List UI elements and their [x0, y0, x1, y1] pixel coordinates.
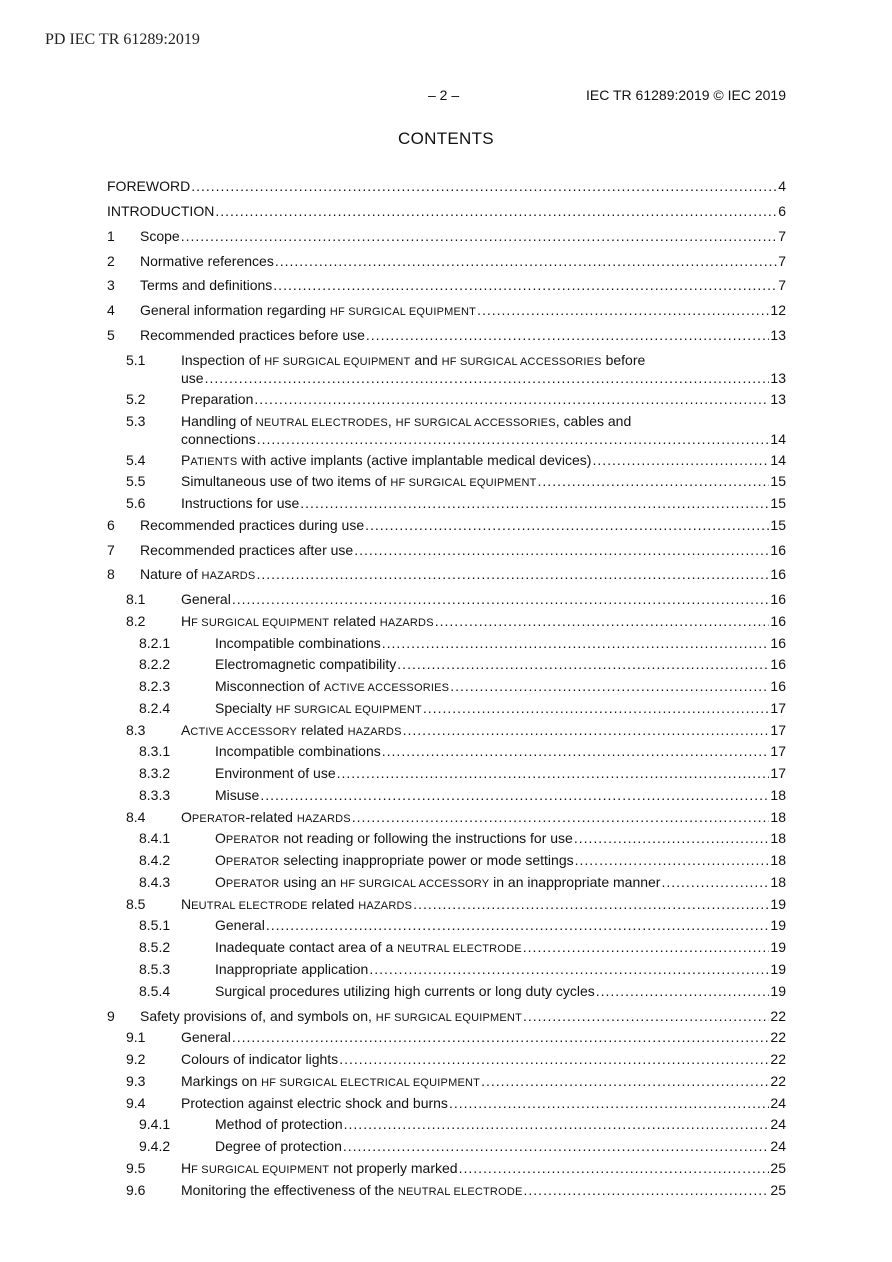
toc-entry-page: 18: [770, 874, 786, 890]
dot-leader: [191, 178, 777, 194]
toc-entry-title: HF SURGICAL EQUIPMENT related HAZARDS: [181, 613, 434, 629]
dot-leader: [232, 591, 770, 607]
dot-leader: [423, 700, 770, 716]
dot-leader: [538, 473, 770, 489]
toc-entry-page: 7: [778, 228, 786, 244]
dot-leader: [232, 1029, 770, 1045]
toc-entry-page: 17: [770, 722, 786, 738]
toc-entry-page: 19: [770, 983, 786, 999]
toc-entry-number: 8.2.1: [139, 635, 171, 651]
toc-entry-page: 17: [770, 700, 786, 716]
dot-leader: [300, 495, 769, 511]
toc-entry-number: 5.2: [126, 391, 146, 407]
toc-entry-page: 14: [770, 452, 786, 468]
toc-entry-title: HF SURGICAL EQUIPMENT not properly marked: [181, 1160, 458, 1176]
toc-entry-page: 18: [770, 787, 786, 803]
toc-entry-title: Misuse: [215, 787, 260, 803]
toc-entry-page: 22: [770, 1051, 786, 1067]
toc-entry-number: 9.6: [126, 1182, 146, 1198]
toc-entry-page: 18: [770, 852, 786, 868]
dot-leader: [181, 228, 778, 244]
toc-entry-number: 8.4: [126, 809, 146, 825]
dot-leader: [254, 391, 769, 407]
toc-entry-title: Monitoring the effectiveness of the NEUTRAL ELECTRODE: [181, 1182, 523, 1198]
toc-entry-number: 9.3: [126, 1073, 146, 1089]
toc-entry-number: 8.2.4: [139, 700, 171, 716]
standard-header: IEC TR 61289:2019 © IEC 2019: [586, 87, 786, 103]
toc-entry-number: 8.4.2: [139, 852, 171, 868]
dot-leader: [382, 635, 770, 651]
toc-entry-page: 17: [770, 743, 786, 759]
dot-leader: [575, 852, 770, 868]
toc-entry-title-continuation: use: [181, 370, 204, 386]
toc-entry-number: 9.4: [126, 1095, 146, 1111]
dot-leader: [596, 983, 770, 999]
toc-entry-number: 9.1: [126, 1029, 146, 1045]
toc-entry-title: Surgical procedures utilizing high currents or long duty cycles: [215, 983, 595, 999]
page-number: – 2 –: [428, 87, 460, 103]
dot-leader: [413, 896, 769, 912]
toc-entry-title: OPERATOR using an HF SURGICAL ACCESSORY in an inappropriate manner: [215, 874, 661, 890]
toc-entry-number: 8.5.4: [139, 983, 171, 999]
toc-entry-page: 14: [770, 431, 786, 447]
dot-leader: [369, 961, 769, 977]
toc-entry-title: Inspection of HF SURGICAL EQUIPMENT and HF SURGICAL ACCESSORIES before: [181, 352, 646, 368]
toc-entry-title: Terms and definitions: [140, 277, 273, 293]
toc-entry-number: 5.4: [126, 452, 146, 468]
toc-entry-title: Nature of HAZARDS: [140, 566, 256, 582]
dot-leader: [435, 613, 770, 629]
toc-entry-title: General information regarding HF SURGICAL EQUIPMENT: [140, 302, 477, 318]
toc-entry-page: 18: [770, 809, 786, 825]
toc-entry-title: Recommended practices during use: [140, 517, 365, 533]
dot-leader: [449, 1095, 769, 1111]
dot-leader: [339, 1051, 769, 1067]
toc-entry-page: 13: [770, 327, 786, 343]
toc-entry-title: OPERATOR selecting inappropriate power or mode settings: [215, 852, 574, 868]
toc-entry-title: Inadequate contact area of a NEUTRAL ELECTRODE: [215, 939, 522, 955]
dot-leader: [260, 787, 769, 803]
toc-entry-title: Misconnection of ACTIVE ACCESSORIES: [215, 678, 450, 694]
toc-entry-number: 8.4.1: [139, 830, 171, 846]
toc-entry-number: 8.1: [126, 591, 146, 607]
dot-leader: [450, 678, 769, 694]
toc-entry-title: Instructions for use: [181, 495, 300, 511]
toc-entry-number: 9.5: [126, 1160, 146, 1176]
toc-entry-page: 25: [770, 1182, 786, 1198]
toc-entry-title: Preparation: [181, 391, 254, 407]
toc-entry-page: 19: [770, 896, 786, 912]
dot-leader: [523, 939, 770, 955]
dot-leader: [344, 1116, 770, 1132]
toc-entry-title: Safety provisions of, and symbols on, HF SURGICAL EQUIPMENT: [140, 1008, 522, 1024]
dot-leader: [337, 765, 770, 781]
toc-entry-number: 8.5.1: [139, 917, 171, 933]
dot-leader: [352, 809, 770, 825]
toc-entry-title: Normative references: [140, 253, 274, 269]
dot-leader: [275, 253, 777, 269]
toc-entry-number: 6: [107, 517, 115, 533]
toc-entry-number: 9.4.1: [139, 1116, 171, 1132]
toc-entry-number: 1: [107, 228, 115, 244]
dot-leader: [592, 452, 769, 468]
dot-leader: [273, 277, 777, 293]
toc-entry-page: 16: [770, 635, 786, 651]
toc-entry-page: 7: [778, 277, 786, 293]
toc-entry-page: 13: [770, 391, 786, 407]
toc-entry-number: 9: [107, 1008, 115, 1024]
toc-entry-number: 8.2.3: [139, 678, 171, 694]
dot-leader: [661, 874, 769, 890]
dot-leader: [524, 1182, 770, 1198]
toc-entry-title: General: [181, 591, 231, 607]
dot-leader: [403, 722, 770, 738]
dot-leader: [266, 917, 770, 933]
toc-entry-page: 7: [778, 253, 786, 269]
toc-entry-page: 16: [770, 591, 786, 607]
toc-entry-page: 6: [778, 203, 786, 219]
dot-leader: [397, 656, 769, 672]
toc-entry-number: 8.5.3: [139, 961, 171, 977]
toc-entry-number: 8.2.2: [139, 656, 171, 672]
toc-entry-title: Recommended practices after use: [140, 542, 354, 558]
toc-entry-title: Environment of use: [215, 765, 336, 781]
toc-entry-number: 8.3.2: [139, 765, 171, 781]
toc-entry-number: 3: [107, 277, 115, 293]
toc-entry-number: 8.4.3: [139, 874, 171, 890]
toc-entry-page: 16: [770, 566, 786, 582]
toc-entry-title: Scope: [140, 228, 180, 244]
dot-leader: [382, 743, 770, 759]
dot-leader: [215, 203, 777, 219]
toc-entry-page: 19: [770, 939, 786, 955]
toc-entry-page: 16: [770, 613, 786, 629]
page-title: CONTENTS: [398, 129, 494, 148]
toc-entry-title: General: [181, 1029, 231, 1045]
toc-entry-page: 16: [770, 656, 786, 672]
toc-entry-title: OPERATOR-related HAZARDS: [181, 809, 351, 825]
dot-leader: [205, 370, 770, 386]
dot-leader: [459, 1160, 770, 1176]
toc-entry-title: ACTIVE ACCESSORY related HAZARDS: [181, 722, 402, 738]
dot-leader: [256, 566, 769, 582]
toc-entry-title: Incompatible combinations: [215, 635, 381, 651]
toc-entry-title: FOREWORD: [107, 178, 191, 194]
toc-entry-page: 24: [770, 1138, 786, 1154]
toc-entry-page: 24: [770, 1116, 786, 1132]
toc-entry-title: Method of protection: [215, 1116, 343, 1132]
dot-leader: [523, 1008, 769, 1024]
toc-entry-title: Colours of indicator lights: [181, 1051, 339, 1067]
toc-entry-number: 5.6: [126, 495, 146, 511]
toc-entry-page: 19: [770, 961, 786, 977]
toc-entry-page: 16: [770, 678, 786, 694]
toc-entry-page: 15: [770, 473, 786, 489]
dot-leader: [354, 542, 769, 558]
toc-entry-number: 8.5: [126, 896, 146, 912]
toc-entry-title: Handling of NEUTRAL ELECTRODES, HF SURGICAL ACCESSORIES, cables and: [181, 413, 632, 429]
dot-leader: [257, 431, 770, 447]
toc-entry-title: General: [215, 917, 265, 933]
toc-entry-page: 15: [770, 517, 786, 533]
toc-entry-page: 22: [770, 1029, 786, 1045]
toc-entry-title: Markings on HF SURGICAL ELECTRICAL EQUIPMENT: [181, 1073, 481, 1089]
toc-entry-number: 8: [107, 566, 115, 582]
dot-leader: [366, 327, 770, 343]
toc-entry-number: 9.2: [126, 1051, 146, 1067]
toc-entry-page: 19: [770, 917, 786, 933]
toc-entry-page: 22: [770, 1073, 786, 1089]
toc-entry-page: 22: [770, 1008, 786, 1024]
dot-leader: [481, 1073, 769, 1089]
dot-leader: [343, 1138, 770, 1154]
toc-entry-title: Inappropriate application: [215, 961, 369, 977]
toc-entry-page: 13: [770, 370, 786, 386]
toc-entry-number: 5.1: [126, 352, 146, 368]
toc-entry-number: 8.3.3: [139, 787, 171, 803]
toc-entry-number: 4: [107, 302, 115, 318]
toc-entry-number: 5.5: [126, 473, 146, 489]
dot-leader: [365, 517, 769, 533]
toc-entry-page: 24: [770, 1095, 786, 1111]
toc-entry-number: 9.4.2: [139, 1138, 171, 1154]
toc-entry-page: 25: [770, 1160, 786, 1176]
toc-entry-title: Protection against electric shock and burns: [181, 1095, 448, 1111]
toc-entry-title: Recommended practices before use: [140, 327, 365, 343]
toc-entry-number: 8.2: [126, 613, 146, 629]
dot-leader: [574, 830, 770, 846]
toc-entry-title: PATIENTS with active implants (active implantable medical devices): [181, 452, 592, 468]
toc-entry-page: 16: [770, 542, 786, 558]
toc-entry-page: 17: [770, 765, 786, 781]
toc-entry-title: Degree of protection: [215, 1138, 342, 1154]
toc-entry-number: 2: [107, 253, 115, 269]
dot-leader: [477, 302, 769, 318]
toc-entry-number: 5.3: [126, 413, 146, 429]
toc-entry-number: 8.3: [126, 722, 146, 738]
toc-entry-number: 7: [107, 542, 115, 558]
toc-entry-page: 12: [770, 302, 786, 318]
toc-entry-title: Specialty HF SURGICAL EQUIPMENT: [215, 700, 422, 716]
toc-entry-title: Incompatible combinations: [215, 743, 381, 759]
toc-entry-title: OPERATOR not reading or following the instructions for use: [215, 830, 573, 846]
toc-entry-title: Simultaneous use of two items of HF SURGICAL EQUIPMENT: [181, 473, 537, 489]
toc-entry-title-continuation: connections: [181, 431, 256, 447]
toc-entry-number: 8.5.2: [139, 939, 171, 955]
toc-entry-title: NEUTRAL ELECTRODE related HAZARDS: [181, 896, 413, 912]
toc-entry-title: Electromagnetic compatibility: [215, 656, 397, 672]
document-id: PD IEC TR 61289:2019: [45, 31, 200, 48]
toc-entry-page: 18: [770, 830, 786, 846]
toc-entry-page: 15: [770, 495, 786, 511]
toc-entry-title: INTRODUCTION: [107, 203, 215, 219]
toc-entry-number: 5: [107, 327, 115, 343]
toc-entry-number: 8.3.1: [139, 743, 171, 759]
toc-entry-page: 4: [778, 178, 786, 194]
